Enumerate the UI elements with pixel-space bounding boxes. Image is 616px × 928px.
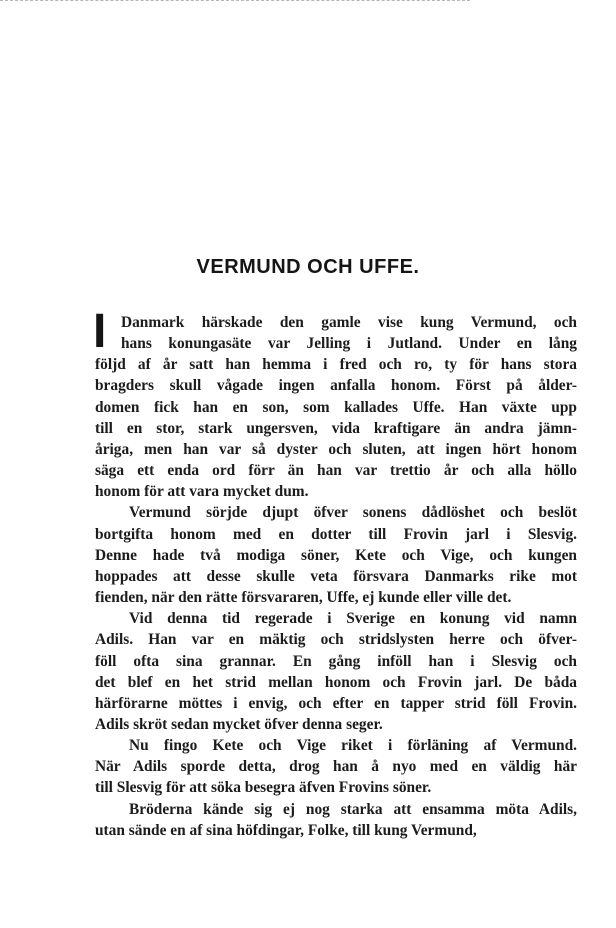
text-line: bortgifta honom med en dotter till Frovin jarl i Slesvig.	[95, 525, 577, 543]
text-line: Danmark härskade den gamle vise kung Vermund, och	[121, 314, 577, 331]
text-line: Vermund sörjde djupt öfver sonens dådlöshet och beslöt	[129, 504, 577, 522]
text-line: det blef en het strid mellan honom och Frovin jarl. De båda	[95, 673, 577, 691]
text-line: åriga, men han var så dyster och sluten, att ingen hört honom	[95, 440, 577, 458]
text-line: När Adils sporde detta, drog han å nyo med en väldig här	[95, 758, 577, 776]
text-line: härförarne möttes i envig, och efter en tapper strid föll Frovin.	[95, 694, 577, 712]
paragraph	[95, 608, 577, 735]
text-line: Adils skröt sedan mycket öfver denna seger.	[95, 715, 383, 733]
text-line: hoppades att desse skulle veta försvara Danmarks rike mot	[95, 567, 577, 585]
text-line: till Slesvig för att söka besegra äfven Frovins söner.	[95, 779, 432, 797]
chapter-title: VERMUND OCH UFFE.	[196, 256, 420, 278]
text-line: Bröderna kände sig ej nog starka att ensamma möta Adils,	[129, 800, 577, 818]
paragraph	[95, 502, 577, 608]
text-line: honom för att vara mycket dum.	[95, 483, 309, 501]
text-line: utan sände en af sina höfdingar, Folke, till kung Vermund,	[95, 821, 477, 839]
text-line: hans konungasäte var Jelling i Jutland. Under en lång	[121, 335, 577, 353]
text-line: säga ett enda ord förr än han var trettio år och alla höllo	[95, 462, 577, 480]
text-line: Nu fingo Kete och Vige riket i förläning af Vermund.	[129, 737, 577, 755]
body-text	[93, 305, 577, 841]
text-line: till en stor, stark ungersven, vida kraftigare än andra jämn-	[95, 419, 577, 437]
text-line: Vid denna tid regerade i Sverige en konung vid namn	[129, 610, 577, 628]
text-line: fienden, när den rätte försvararen, Uffe, ej kunde eller ville det.	[95, 589, 512, 607]
text-line: bragders skull vågade ingen anfalla honom. Först på ålder-	[95, 377, 577, 395]
paragraph	[93, 305, 577, 502]
text-line: Denne hade två modiga söner, Kete och Vige, och kungen	[95, 546, 577, 564]
text-line: följd af år satt han hemma i fred och ro, ty för hans stora	[95, 356, 577, 374]
text-line: domen fick han en son, som kallades Uffe. Han växte upp	[95, 398, 577, 416]
top-edge-rule	[0, 0, 470, 1]
text-line: Adils. Han var en mäktig och stridslysten herre och öfver-	[95, 631, 577, 649]
drop-cap: I	[93, 305, 107, 358]
paragraph	[95, 799, 577, 841]
text-line: föll ofta sina grannar. En gång inföll han i Slesvig och	[95, 652, 577, 670]
paragraph	[95, 735, 577, 798]
